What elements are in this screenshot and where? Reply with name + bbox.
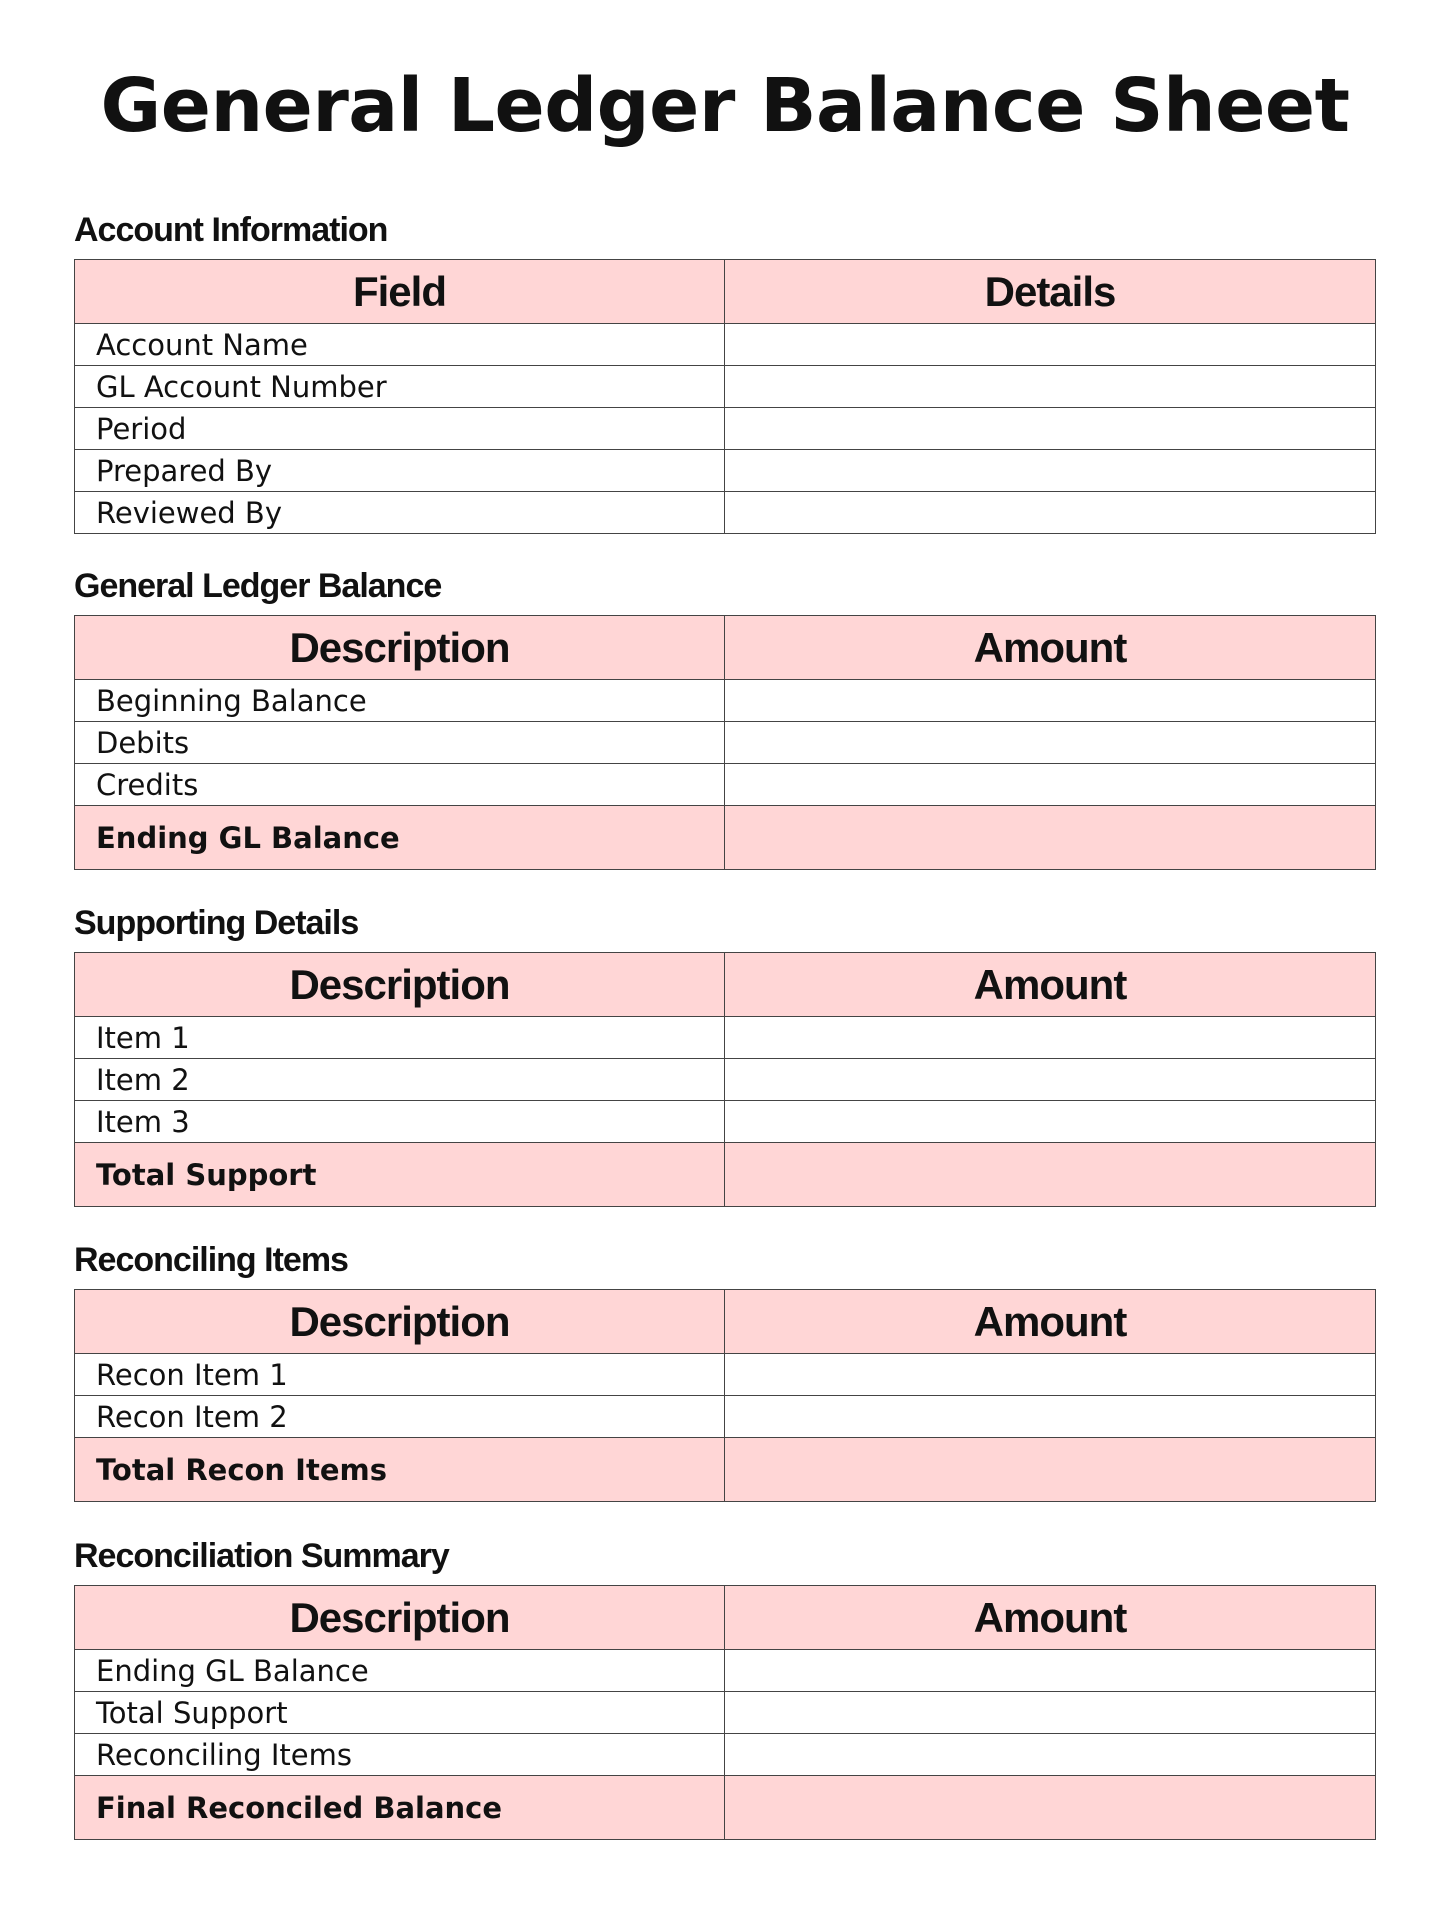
section-title: Account Information bbox=[74, 211, 388, 249]
column-header-description: Description bbox=[75, 953, 725, 1017]
row-label: Item 1 bbox=[75, 1017, 725, 1059]
column-header-details: Details bbox=[725, 260, 1376, 324]
amount-cell[interactable] bbox=[725, 722, 1376, 764]
amount-cell[interactable] bbox=[725, 1354, 1376, 1396]
table-header-row bbox=[75, 953, 1376, 1017]
total-amount-cell[interactable] bbox=[725, 1776, 1376, 1840]
row-label: Prepared By bbox=[75, 450, 725, 492]
table-row bbox=[75, 408, 1376, 450]
row-label: Reconciling Items bbox=[75, 1734, 725, 1776]
table-row bbox=[75, 722, 1376, 764]
amount-cell[interactable] bbox=[725, 1734, 1376, 1776]
table-row bbox=[75, 764, 1376, 806]
row-label: Debits bbox=[75, 722, 725, 764]
table-row bbox=[75, 324, 1376, 366]
column-header-field: Field bbox=[75, 260, 725, 324]
table-row bbox=[75, 1101, 1376, 1143]
table-header-row bbox=[75, 616, 1376, 680]
row-label: Recon Item 1 bbox=[75, 1354, 725, 1396]
column-header-description: Description bbox=[75, 1290, 725, 1354]
table-header-row bbox=[75, 1586, 1376, 1650]
column-header-amount: Amount bbox=[725, 953, 1376, 1017]
row-label: Ending GL Balance bbox=[75, 1650, 725, 1692]
amount-cell[interactable] bbox=[725, 1692, 1376, 1734]
row-label: Item 3 bbox=[75, 1101, 725, 1143]
section-reconciliation-summary bbox=[74, 1536, 1375, 1840]
table-row bbox=[75, 450, 1376, 492]
row-label: Total Support bbox=[75, 1692, 725, 1734]
section-account-information bbox=[74, 210, 1375, 534]
section-supporting-details bbox=[74, 903, 1375, 1207]
total-label: Total Support bbox=[75, 1143, 725, 1207]
account-information-table bbox=[74, 259, 1376, 534]
table-header-row bbox=[75, 1290, 1376, 1354]
details-cell[interactable] bbox=[725, 366, 1376, 408]
total-row bbox=[75, 1143, 1376, 1207]
table-row bbox=[75, 1354, 1376, 1396]
general-ledger-balance-table bbox=[74, 615, 1376, 870]
column-header-description: Description bbox=[75, 616, 725, 680]
details-cell[interactable] bbox=[725, 450, 1376, 492]
column-header-amount: Amount bbox=[725, 1290, 1376, 1354]
table-row bbox=[75, 1692, 1376, 1734]
reconciliation-summary-table bbox=[74, 1585, 1376, 1840]
row-label: GL Account Number bbox=[75, 366, 725, 408]
table-header-row bbox=[75, 260, 1376, 324]
amount-cell[interactable] bbox=[725, 1101, 1376, 1143]
column-header-amount: Amount bbox=[725, 1586, 1376, 1650]
page-title: General Ledger Balance Sheet bbox=[100, 63, 1350, 149]
table-row bbox=[75, 1734, 1376, 1776]
reconciling-items-table bbox=[74, 1289, 1376, 1502]
amount-cell[interactable] bbox=[725, 764, 1376, 806]
row-label: Recon Item 2 bbox=[75, 1396, 725, 1438]
details-cell[interactable] bbox=[725, 492, 1376, 534]
total-label: Total Recon Items bbox=[75, 1438, 725, 1502]
total-row bbox=[75, 1776, 1376, 1840]
table-row bbox=[75, 1650, 1376, 1692]
column-header-amount: Amount bbox=[725, 616, 1376, 680]
table-row bbox=[75, 680, 1376, 722]
section-title: Reconciliation Summary bbox=[74, 1537, 449, 1575]
amount-cell[interactable] bbox=[725, 1017, 1376, 1059]
details-cell[interactable] bbox=[725, 324, 1376, 366]
row-label: Reviewed By bbox=[75, 492, 725, 534]
row-label: Beginning Balance bbox=[75, 680, 725, 722]
row-label: Item 2 bbox=[75, 1059, 725, 1101]
column-header-description: Description bbox=[75, 1586, 725, 1650]
section-title: General Ledger Balance bbox=[74, 567, 442, 605]
total-amount-cell[interactable] bbox=[725, 806, 1376, 870]
section-reconciling-items bbox=[74, 1240, 1375, 1502]
amount-cell[interactable] bbox=[725, 1650, 1376, 1692]
section-general-ledger-balance bbox=[74, 566, 1375, 870]
total-amount-cell[interactable] bbox=[725, 1438, 1376, 1502]
section-title: Supporting Details bbox=[74, 904, 359, 942]
table-row bbox=[75, 366, 1376, 408]
total-label: Ending GL Balance bbox=[75, 806, 725, 870]
amount-cell[interactable] bbox=[725, 680, 1376, 722]
total-row bbox=[75, 806, 1376, 870]
section-title: Reconciling Items bbox=[74, 1241, 348, 1279]
amount-cell[interactable] bbox=[725, 1396, 1376, 1438]
table-row bbox=[75, 1017, 1376, 1059]
table-row bbox=[75, 1059, 1376, 1101]
row-label: Credits bbox=[75, 764, 725, 806]
row-label: Account Name bbox=[75, 324, 725, 366]
row-label: Period bbox=[75, 408, 725, 450]
supporting-details-table bbox=[74, 952, 1376, 1207]
table-row bbox=[75, 492, 1376, 534]
details-cell[interactable] bbox=[725, 408, 1376, 450]
amount-cell[interactable] bbox=[725, 1059, 1376, 1101]
total-amount-cell[interactable] bbox=[725, 1143, 1376, 1207]
total-row bbox=[75, 1438, 1376, 1502]
table-row bbox=[75, 1396, 1376, 1438]
total-label: Final Reconciled Balance bbox=[75, 1776, 725, 1840]
